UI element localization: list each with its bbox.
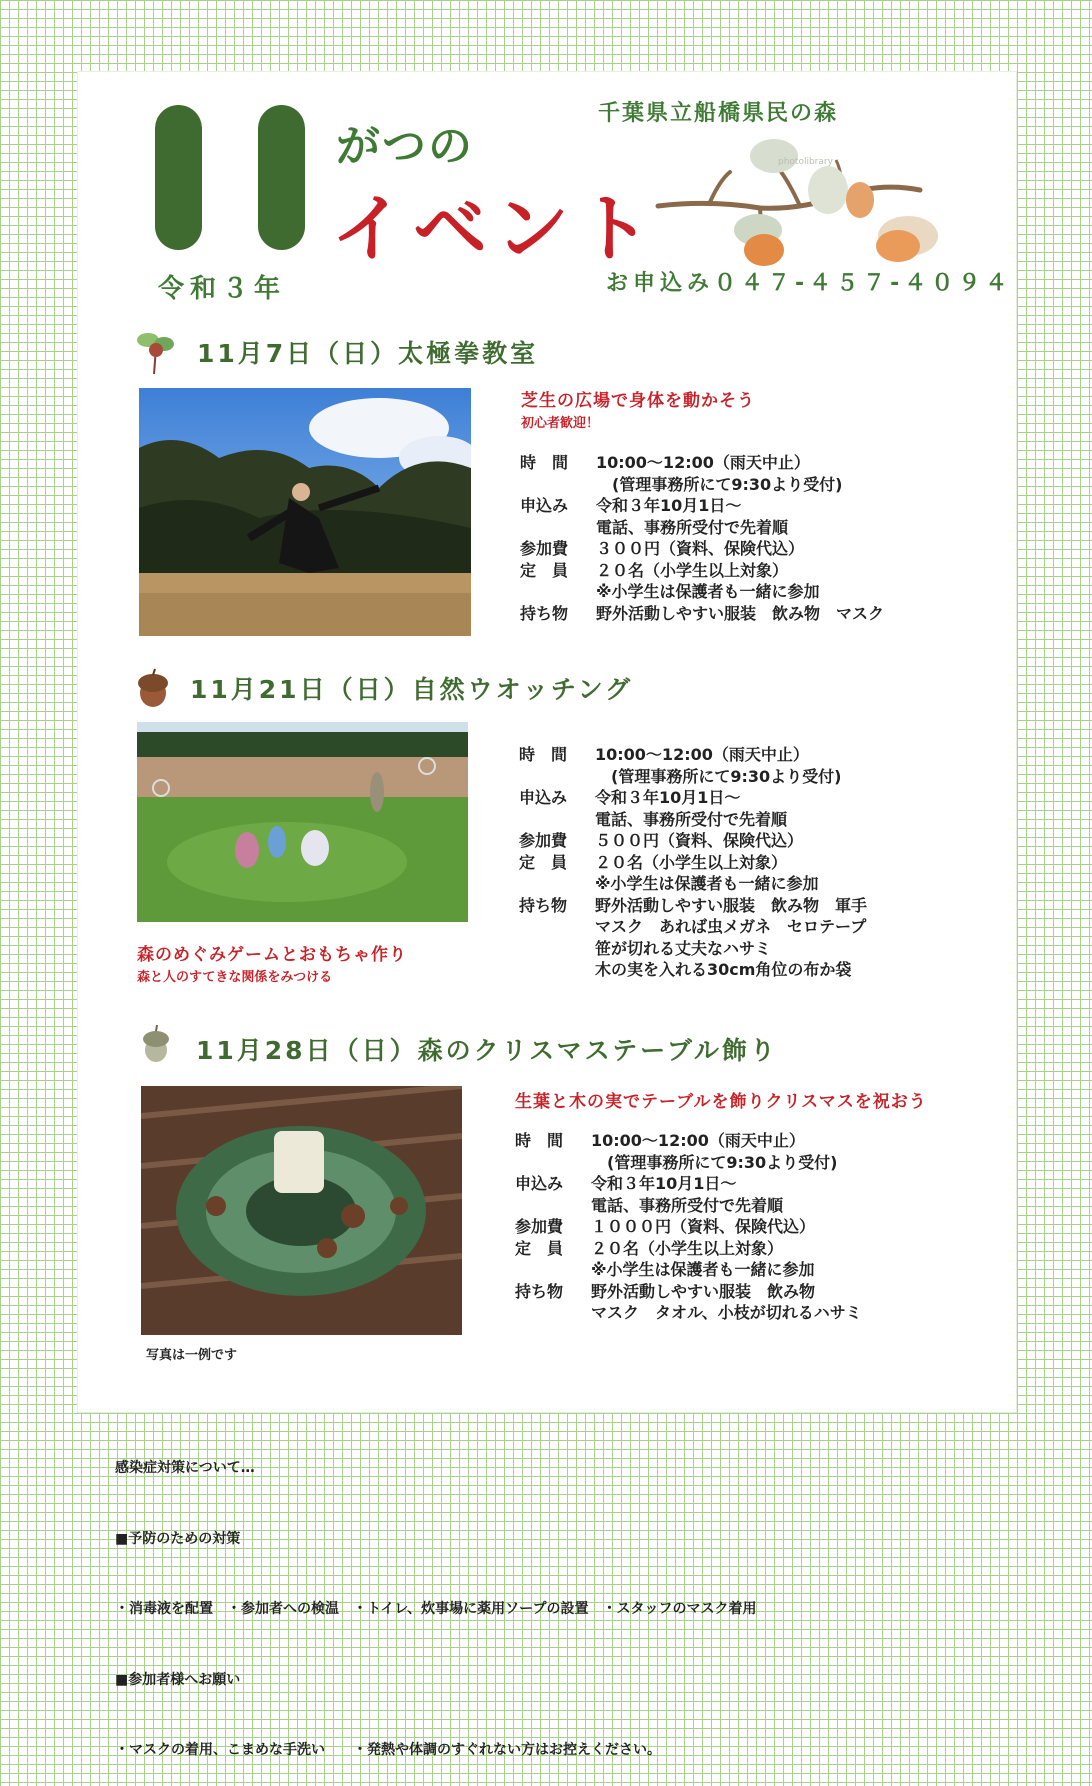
detail-value: 笹が切れる丈夫なハサミ	[595, 938, 772, 958]
notice-section-2-title: ■参加者様へお願い	[115, 1671, 241, 1688]
detail-value: 木の実を入れる30cm角位の布か袋	[595, 960, 852, 979]
detail-value: １０００円（資料、保険代込）	[591, 1217, 816, 1236]
detail-row	[515, 1173, 862, 1216]
detail-value: (管理事務所にて9:30より受付)	[591, 1152, 838, 1172]
detail-value: ※小学生は保護者も一緒に参加	[591, 1260, 815, 1279]
detail-value: 10:00〜12:00（雨天中止）	[595, 745, 809, 764]
event-3-photo	[141, 1086, 462, 1335]
detail-label: 持ち物	[519, 895, 568, 915]
berry-leaf-icon	[134, 328, 178, 378]
detail-label: 定 員	[515, 1238, 564, 1258]
detail-row	[515, 1130, 862, 1173]
detail-value: 野外活動しやすい服装 飲み物 軍手	[595, 895, 868, 915]
event-2-photo	[137, 722, 468, 922]
era-label: 令和３年	[158, 274, 287, 304]
notice-section-1-title: ■予防のための対策	[115, 1530, 241, 1547]
detail-value: ２０名（小学生以上対象）	[595, 852, 788, 872]
detail-label: 参加費	[515, 1217, 564, 1236]
detail-row	[515, 1238, 862, 1281]
detail-label: 申込み	[515, 1174, 564, 1193]
detail-value: 令和３年10月1日〜	[595, 788, 741, 807]
notice-section-1-items: ・消毒液を配置 ・参加者への検温 ・トイレ、炊事場に薬用ソープの設置 ・スタッフのマスク着用	[115, 1601, 757, 1617]
detail-value: (管理事務所にて9:30より受付)	[595, 766, 842, 786]
detail-value: ３００円（資料、保険代込）	[596, 539, 805, 558]
event-1-heading: 11月7日（日）太極拳教室	[197, 339, 539, 368]
event-1-photo	[139, 388, 471, 636]
acorn-icon	[138, 1024, 174, 1064]
event-2-details	[519, 744, 867, 981]
event-1-subtagline: 初心者歓迎！	[521, 416, 600, 431]
detail-value: ※小学生は保護者も一緒に参加	[595, 874, 819, 893]
detail-label: 参加費	[520, 539, 569, 558]
detail-row	[519, 787, 867, 830]
event-2-heading: 11月21日（日）自然ウオッチング	[190, 675, 634, 704]
detail-row	[519, 852, 867, 895]
event-3-details	[515, 1130, 862, 1324]
detail-label: 時 間	[520, 453, 569, 472]
detail-row	[520, 538, 884, 560]
detail-value: ２０名（小学生以上対象）	[596, 560, 789, 580]
month-digit-1	[155, 105, 202, 250]
detail-label: 参加費	[519, 831, 568, 850]
detail-value: (管理事務所にて9:30より受付)	[596, 474, 843, 494]
event-2-subtagline: 森と人のすてきな関係をみつける	[137, 970, 333, 985]
event-1-tagline: 芝生の広場で身体を動かそう	[521, 391, 755, 411]
detail-label: 持ち物	[515, 1281, 564, 1301]
detail-label: 定 員	[519, 852, 568, 872]
detail-value: マスク タオル、小枝が切れるハサミ	[591, 1303, 862, 1322]
detail-value: 令和３年10月1日〜	[596, 496, 742, 515]
acorn-icon	[133, 667, 173, 709]
acorn-branch-illustration	[650, 130, 970, 270]
detail-label: 時 間	[515, 1131, 564, 1150]
watermark-text: photolibrary	[778, 157, 833, 167]
detail-value: 電話、事務所受付で先着順	[596, 517, 789, 537]
event-3-tagline: 生葉と木の実でテーブルを飾りクリスマスを祝おう	[515, 1092, 927, 1112]
event-3-photo-caption: 写真は一例です	[146, 1348, 238, 1363]
detail-row	[519, 830, 867, 852]
month-digit-2	[258, 105, 305, 250]
event-1-details	[520, 452, 884, 624]
detail-value: 10:00〜12:00（雨天中止）	[591, 1131, 805, 1150]
detail-row	[520, 452, 884, 495]
detail-label: 時 間	[519, 745, 568, 764]
detail-row	[520, 560, 884, 603]
notice-intro: 感染症対策について…	[115, 1460, 255, 1476]
detail-value: マスク あれば虫メガネ セロテープ	[595, 917, 867, 936]
detail-row	[515, 1281, 862, 1324]
detail-row	[520, 495, 884, 538]
title-line-1: がつの	[336, 121, 474, 172]
detail-label: 申込み	[520, 496, 569, 515]
detail-value: 10:00〜12:00（雨天中止）	[596, 453, 810, 472]
event-2-tagline: 森のめぐみゲームとおもちゃ作り	[137, 945, 407, 965]
notice-section-2-items: ・マスクの着用、こまめな手洗い ・発熱や体調のすぐれない方はお控えください。	[115, 1742, 661, 1758]
organization-name: 千葉県立船橋県民の森	[598, 101, 839, 126]
detail-value: ２０名（小学生以上対象）	[591, 1238, 784, 1258]
detail-value: ※小学生は保護者も一緒に参加	[596, 582, 820, 601]
detail-value: 電話、事務所受付で先着順	[591, 1195, 784, 1215]
title-line-2: イベント	[331, 186, 659, 272]
detail-label: 定 員	[520, 560, 569, 580]
detail-value: ５００円（資料、保険代込）	[595, 831, 804, 850]
detail-row	[519, 744, 867, 787]
event-3-heading: 11月28日（日）森のクリスマステーブル飾り	[196, 1036, 778, 1065]
detail-row	[515, 1216, 862, 1238]
detail-label: 持ち物	[520, 603, 569, 623]
detail-value: 令和３年10月1日〜	[591, 1174, 737, 1193]
phone-number: お申込み０４７-４５７-４０９４	[606, 271, 1013, 296]
detail-label: 申込み	[519, 788, 568, 807]
detail-value: 野外活動しやすい服装 飲み物 マスク	[596, 603, 885, 623]
detail-row	[520, 603, 884, 625]
detail-row	[519, 895, 867, 981]
infection-control-notice	[115, 1410, 756, 1786]
detail-value: 野外活動しやすい服装 飲み物	[591, 1281, 816, 1301]
detail-value: 電話、事務所受付で先着順	[595, 809, 788, 829]
